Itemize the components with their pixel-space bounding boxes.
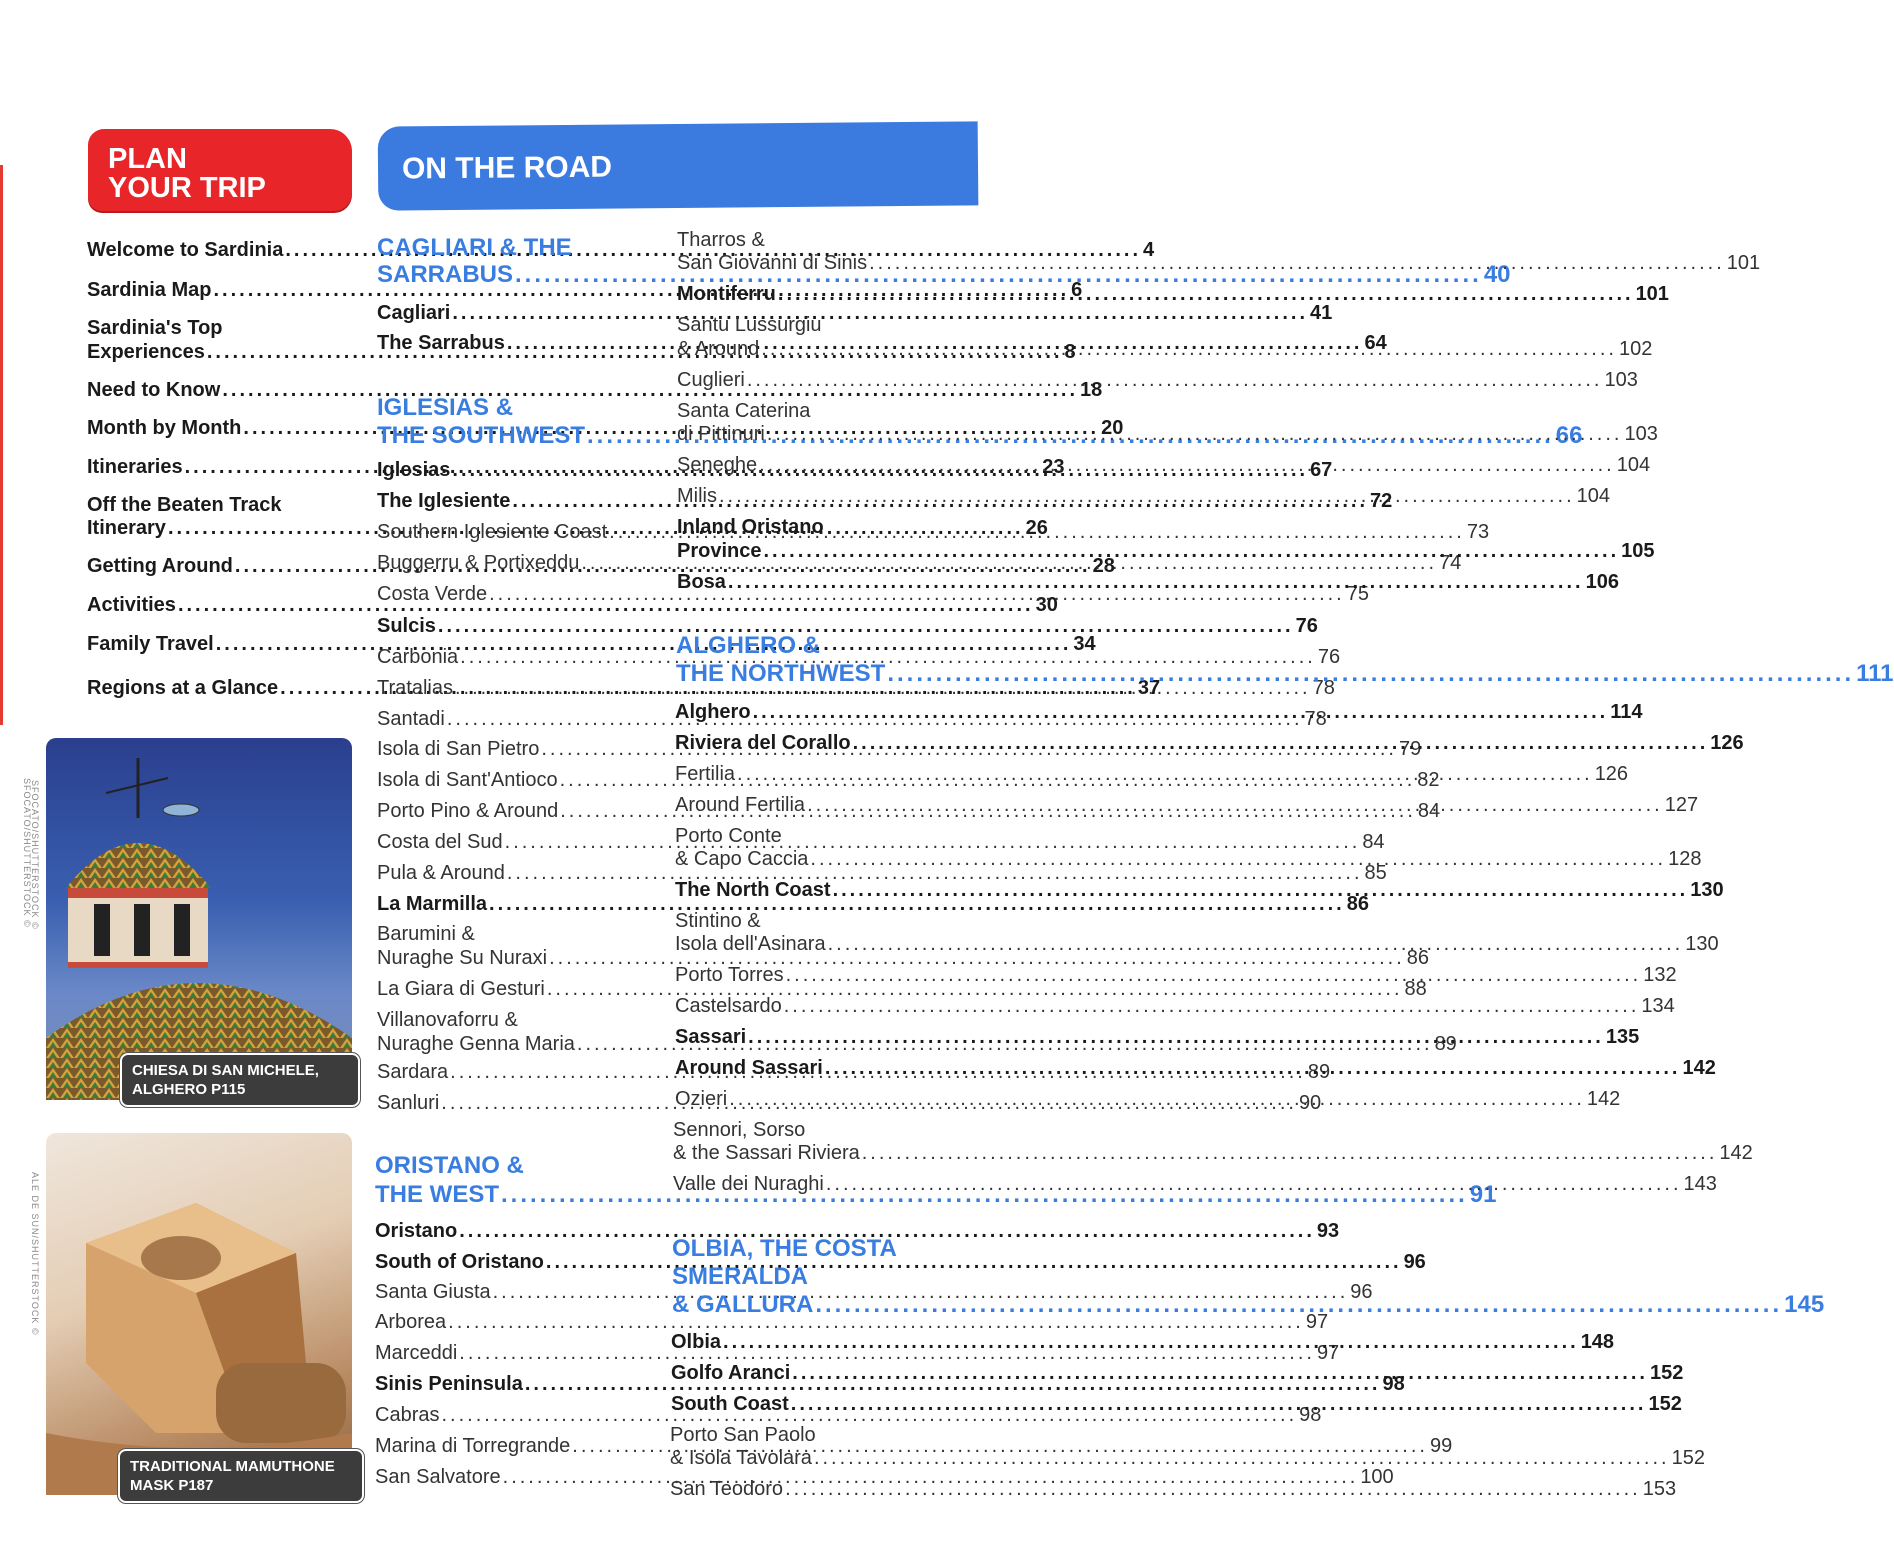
toc-entry[interactable]: & the Sassari Riviera ..... 142 xyxy=(673,1141,939,1165)
toc-entry[interactable]: Milis ..... 104 xyxy=(677,484,941,508)
toc-entry[interactable]: Cagliari ..... 41 xyxy=(377,301,643,325)
plan-your-trip-banner xyxy=(88,129,352,211)
toc-entry[interactable]: Seneghe ..... 104 xyxy=(677,453,941,477)
toc-entry[interactable]: Marina di Torregrande ..... 99 xyxy=(375,1434,641,1458)
toc-entry[interactable]: San Teodoro ..... 153 xyxy=(670,1477,934,1501)
toc-entry[interactable]: South of Oristano ..... 96 xyxy=(375,1250,641,1274)
toc-entry[interactable]: La Giara di Gesturi ..... 88 xyxy=(377,977,643,1001)
toc-entry[interactable]: Isola dell'Asinara ..... 130 xyxy=(675,932,939,956)
toc-entry-line1[interactable]: Barumini & xyxy=(377,923,475,945)
toc-entry-line1[interactable]: Inland Oristano xyxy=(677,516,824,538)
photo-credit-vertical: SFOCATO/SHUTTERSTOCK © xyxy=(30,780,40,930)
toc-entry[interactable]: Oristano ..... 93 xyxy=(375,1219,641,1243)
toc-entry[interactable]: Porto Pino & Around ..... 84 xyxy=(377,799,643,823)
section-heading[interactable]: THE NORTHWEST ..... 111 xyxy=(676,659,940,688)
toc-entry[interactable]: Iglesias ..... 67 xyxy=(377,458,643,482)
toc-entry-line1[interactable]: Off the Beaten Track xyxy=(87,494,282,516)
section-heading-line2: SMERALDA xyxy=(672,1263,808,1290)
section-heading[interactable]: & GALLURA ..... 145 xyxy=(672,1290,936,1319)
toc-entry-line1[interactable]: Tharros & xyxy=(677,229,765,251)
toc-entry[interactable]: Alghero ..... 114 xyxy=(675,700,939,724)
toc-entry[interactable]: Isola di San Pietro ..... 79 xyxy=(377,737,643,761)
plan-title-line2: YOUR TRIP xyxy=(108,172,266,204)
toc-entry[interactable]: Itineraries ..... 23 xyxy=(87,455,349,479)
toc-entry[interactable]: Buggerru & Portixeddu ..... 74 xyxy=(377,551,643,575)
photo-credit: SFOCATO/SHUTTERSTOCK © xyxy=(22,778,32,928)
toc-entry[interactable]: Pula & Around ..... 85 xyxy=(377,861,643,885)
toc-entry[interactable]: Nuraghe Su Nuraxi ..... 86 xyxy=(377,946,643,970)
toc-entry[interactable]: Getting Around ..... 28 xyxy=(87,554,349,578)
toc-entry[interactable]: Regions at a Glance ..... 37 xyxy=(87,676,349,700)
toc-entry-line1[interactable]: Porto Conte xyxy=(675,825,782,847)
toc-entry[interactable]: di Pittinuri ..... 103 xyxy=(677,422,941,446)
toc-entry[interactable]: Sulcis ..... 76 xyxy=(377,614,643,638)
toc-entry-line1[interactable]: Stintino & xyxy=(675,910,761,932)
section-heading[interactable]: SARRABUS ..... 40 xyxy=(377,260,643,289)
toc-entry[interactable]: Nuraghe Genna Maria ..... 89 xyxy=(377,1032,643,1056)
toc-entry[interactable]: Valle dei Nuraghi ..... 143 xyxy=(673,1172,939,1196)
toc-entry[interactable]: The Iglesiente ..... 72 xyxy=(377,489,643,513)
church-dome-illustration xyxy=(46,738,352,1100)
toc-entry[interactable]: Riviera del Corallo ..... 126 xyxy=(675,731,939,755)
toc-entry-line1[interactable]: Villanovaforru & xyxy=(377,1009,518,1031)
toc-entry[interactable]: Montiferru ..... 101 xyxy=(677,282,941,306)
toc-entry[interactable]: Need to Know ..... 18 xyxy=(87,378,349,402)
toc-entry[interactable]: Activities ..... 30 xyxy=(87,593,349,617)
toc-entry[interactable]: La Marmilla ..... 86 xyxy=(377,892,643,916)
toc-entry[interactable]: & Isola Tavolara ..... 152 xyxy=(670,1446,934,1470)
toc-entry[interactable]: & Capo Caccia ..... 128 xyxy=(675,847,939,871)
photo-credit-vertical: ALE DE SUN/SHUTTERSTOCK © xyxy=(30,1172,40,1336)
photo-caption: TRADITIONAL MAMUTHONE MASK P187 xyxy=(118,1449,364,1503)
toc-entry[interactable]: Sardinia Map ..... 6 xyxy=(87,278,349,302)
toc-entry[interactable]: Sinis Peninsula ..... 98 xyxy=(375,1372,641,1396)
section-heading-line1: ORISTANO & xyxy=(375,1152,524,1179)
toc-entry[interactable]: Sardara ..... 89 xyxy=(377,1060,643,1084)
photo-caption: CHIESA DI SAN MICHELE, ALGHERO P115 xyxy=(120,1053,360,1107)
toc-entry[interactable]: Olbia ..... 148 xyxy=(671,1330,935,1354)
section-heading[interactable]: THE SOUTHWEST ..... 66 xyxy=(377,421,643,450)
toc-entry[interactable]: Province ..... 105 xyxy=(677,539,941,563)
page-edge-strip xyxy=(0,165,3,725)
toc-entry[interactable]: Costa Verde ..... 75 xyxy=(377,582,643,606)
toc-entry[interactable]: San Giovanni di Sinis ..... 101 xyxy=(677,251,941,275)
toc-entry[interactable]: San Salvatore ..... 100 xyxy=(375,1465,641,1489)
toc-entry[interactable]: Castelsardo ..... 134 xyxy=(675,994,939,1018)
section-heading-line1: CAGLIARI & THE xyxy=(377,234,572,261)
on-the-road-banner xyxy=(378,121,979,210)
toc-entry[interactable]: Isola di Sant'Antioco ..... 82 xyxy=(377,768,643,792)
section-heading-line1: OLBIA, THE COSTA xyxy=(672,1235,897,1262)
section-heading[interactable]: THE WEST ..... 91 xyxy=(375,1180,641,1209)
toc-entry[interactable]: Cabras ..... 98 xyxy=(375,1403,641,1427)
carved-mask-illustration xyxy=(46,1133,352,1495)
toc-entry[interactable]: Santadi ..... 78 xyxy=(377,707,643,731)
toc-entry[interactable]: & Around ..... 102 xyxy=(677,337,941,361)
toc-entry[interactable]: Southern Iglesiente Coast ..... 73 xyxy=(377,520,643,544)
toc-entry[interactable]: Porto Torres ..... 132 xyxy=(675,963,939,987)
toc-entry[interactable]: Bosa ..... 106 xyxy=(677,570,941,594)
toc-entry-line1[interactable]: Santa Caterina xyxy=(677,400,811,422)
toc-entry[interactable]: Itinerary ..... 26 xyxy=(87,516,349,540)
plan-title-line1: PLAN xyxy=(108,143,187,175)
toc-entry[interactable]: Around Sassari ..... 142 xyxy=(675,1056,939,1080)
on-the-road-title: ON THE ROAD xyxy=(401,150,613,186)
toc-entry[interactable]: South Coast ..... 152 xyxy=(671,1392,935,1416)
toc-entry[interactable]: Around Fertilia ..... 127 xyxy=(675,793,939,817)
toc-entry[interactable]: Welcome to Sardinia ..... 4 xyxy=(87,238,349,262)
toc-entry[interactable]: Arborea ..... 97 xyxy=(375,1310,641,1334)
toc-entry[interactable]: Fertilia ..... 126 xyxy=(675,762,939,786)
mamuthone-mask-photo xyxy=(46,1133,352,1495)
toc-entry[interactable]: Sanluri ..... 90 xyxy=(377,1091,643,1115)
toc-entry-line1[interactable]: Porto San Paolo xyxy=(670,1424,816,1446)
toc-entry[interactable]: Costa del Sud ..... 84 xyxy=(377,830,643,854)
toc-entry[interactable]: Marceddi ..... 97 xyxy=(375,1341,641,1365)
toc-entry[interactable]: Carbonia ..... 76 xyxy=(377,645,643,669)
church-dome-photo xyxy=(22,738,352,1100)
toc-entry[interactable]: Family Travel ..... 34 xyxy=(87,632,349,656)
toc-entry[interactable]: The North Coast ..... 130 xyxy=(675,878,939,902)
toc-entry-line1[interactable]: Sardinia's Top xyxy=(87,317,223,339)
toc-entry[interactable]: Golfo Aranci ..... 152 xyxy=(671,1361,935,1385)
toc-entry-line1[interactable]: Santu Lussurgiu xyxy=(677,314,822,336)
toc-entry[interactable]: Month by Month ..... 20 xyxy=(87,416,349,440)
toc-entry[interactable]: Tratalias ..... 78 xyxy=(377,676,643,700)
toc-entry[interactable]: Ozieri ..... 142 xyxy=(675,1087,939,1111)
toc-entry[interactable]: Sassari ..... 135 xyxy=(675,1025,939,1049)
toc-entry[interactable]: Experiences ..... 8 xyxy=(87,340,349,364)
toc-entry[interactable]: The Sarrabus ..... 64 xyxy=(377,331,643,355)
section-heading-line1: IGLESIAS & xyxy=(377,394,514,421)
section-heading-line1: ALGHERO & xyxy=(676,632,820,659)
toc-entry[interactable]: Cuglieri ..... 103 xyxy=(677,368,941,392)
toc-entry-line1[interactable]: Sennori, Sorso xyxy=(673,1119,806,1141)
toc-entry[interactable]: Santa Giusta ..... 96 xyxy=(375,1280,641,1304)
